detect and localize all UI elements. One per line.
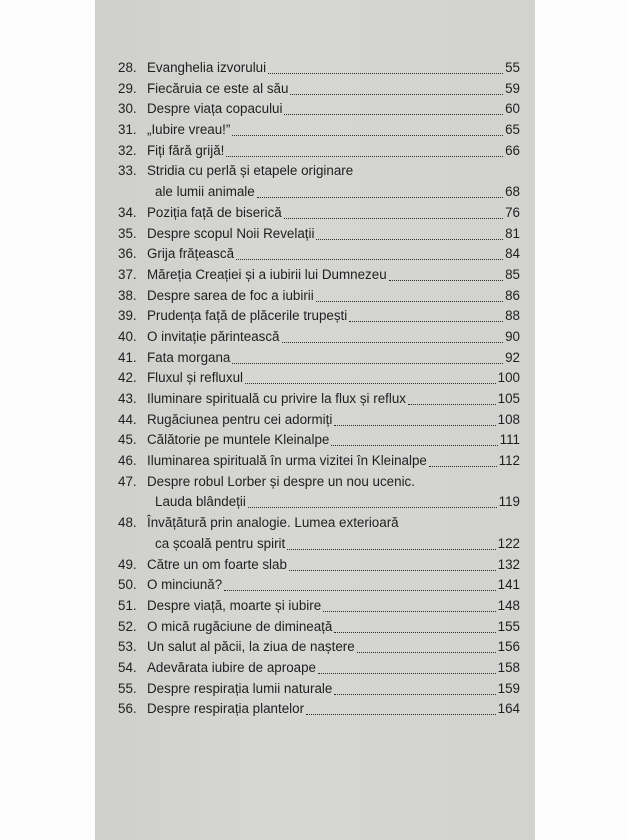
toc-entry-line [118,430,520,451]
toc-entry-number: 40. [118,328,137,344]
toc-entry-title: Un salut al păcii, la ziua de naștere [147,639,355,655]
dot-leader [224,578,495,591]
toc-entry [118,699,520,720]
toc-entry [118,555,520,576]
toc-entry [118,410,520,431]
toc-entry-number: 36. [118,246,137,262]
toc-entry [118,306,520,327]
toc-entry-title: Fata morgana [147,349,231,365]
toc-entry [118,327,520,348]
dot-leader [257,185,503,198]
toc-entry-number: 41. [118,349,137,365]
dot-leader [284,206,503,219]
toc-entry-page-number: 141 [497,577,520,593]
toc-entry-page-number: 65 [505,122,520,138]
toc-entry-title: Despre viață, moarte și iubire [147,597,322,613]
toc-entry-title: „Iubire vreau!” [147,122,231,138]
toc-entry-number: 34. [118,204,137,220]
table-of-contents [118,58,520,720]
toc-entry [118,389,520,410]
dot-leader [236,247,503,260]
toc-entry-title: Despre robul Lorber și despre un nou ucenic. [147,473,415,489]
toc-entry-title: Fiecăruia ce este al său [147,80,289,96]
toc-entry-page-number: 88 [505,308,520,324]
toc-entry [118,244,520,265]
toc-entry-title: Despre viața copacului [147,101,283,117]
toc-entry-page-number: 86 [505,287,520,303]
toc-entry-line [118,575,520,596]
toc-entry-page-number: 158 [497,659,520,675]
toc-entry-line [118,658,520,679]
toc-entry-line [118,161,520,182]
toc-entry-line [118,286,520,307]
toc-entry-page-number: 159 [497,680,520,696]
toc-entry-page-number: 92 [505,349,520,365]
toc-entry-page-number: 148 [497,597,520,613]
toc-entry-number: 51. [118,597,137,613]
toc-entry-line [118,617,520,638]
toc-entry-title: Poziția față de biserică [147,204,282,220]
toc-entry [118,141,520,162]
book-page [95,0,535,840]
toc-entry-page-number: 76 [505,204,520,220]
toc-entry [118,637,520,658]
toc-entry-number: 33. [118,163,137,179]
toc-entry-title: Adevărata iubire de aproape [147,659,316,675]
toc-entry-title: Stridia cu perlă și etapele originare [147,163,354,179]
toc-entry-page-number: 90 [505,328,520,344]
toc-entry-title: Iluminare spirituală cu privire la flux și reflux [147,391,406,406]
toc-entry-line [118,306,520,327]
toc-entry [118,99,520,120]
toc-entry-number: 53. [118,639,137,655]
toc-entry [118,265,520,286]
toc-entry-title: Rugăciunea pentru cei adormiți [147,411,333,427]
toc-entry-title: Lauda blândeții [155,494,246,510]
toc-entry-line [118,637,520,658]
toc-entry-line [118,182,520,203]
toc-entry-page-number: 156 [497,639,520,655]
toc-entry-number: 55. [118,680,137,696]
toc-entry-number: 47. [118,473,137,489]
toc-entry-page-number: 122 [497,535,520,551]
toc-entry-page-number: 68 [505,184,520,200]
toc-entry-line [118,265,520,286]
toc-entry-line [118,224,520,245]
toc-entry-line [118,451,520,472]
toc-entry-title: Fiți fără grijă! [147,142,225,158]
toc-entry-title: Fluxul și refluxul [147,370,243,386]
toc-entry-number: 52. [118,618,137,634]
dot-leader [323,599,496,612]
toc-entry [118,575,520,596]
toc-entry-page-number: 66 [505,142,520,158]
dot-leader [349,309,503,322]
toc-entry-number: 39. [118,308,137,324]
toc-entry-number: 43. [118,391,137,406]
toc-entry-line [118,513,520,534]
toc-entry-line [118,699,520,720]
dot-leader [389,268,503,281]
toc-entry-line [118,79,520,100]
dot-leader [289,558,496,571]
dot-leader [306,702,496,715]
toc-entry-page-number: 112 [498,453,520,469]
dot-leader [318,661,496,674]
toc-entry-number: 56. [118,701,137,717]
toc-entry-page-number: 164 [497,701,520,717]
dot-leader [282,330,504,343]
toc-entry-line [118,120,520,141]
toc-entry-page-number: 119 [498,494,520,510]
toc-entry-title: O mică rugăciune de dimineață [147,618,333,634]
toc-entry-page-number: 85 [505,266,520,282]
toc-entry-title: Iluminarea spirituală în urma vizitei în Kleinalpe [147,453,427,469]
toc-entry-page-number: 108 [497,411,520,427]
dot-leader [268,61,503,74]
toc-entry-line [118,555,520,576]
toc-entry-number: 35. [118,225,137,241]
toc-entry-title: ale lumii animale [155,184,255,200]
toc-entry-title: Despre respirația plantelor [147,701,305,717]
toc-entry-number: 50. [118,577,137,593]
toc-entry-title: ca școală pentru spirit [155,535,286,551]
toc-entry-line [118,327,520,348]
dot-leader [232,123,503,136]
toc-entry-number: 54. [118,659,137,675]
toc-entry-page-number: 111 [499,432,520,448]
toc-entry-title: Despre sarea de foc a iubirii [147,287,314,303]
toc-entry-number: 44. [118,411,137,427]
toc-entry-number: 30. [118,101,137,117]
dot-leader [245,371,496,384]
toc-entry-line [118,99,520,120]
toc-entry [118,679,520,700]
toc-entry-number: 37. [118,266,137,282]
toc-entry-page-number: 59 [505,80,520,96]
dot-leader [357,640,496,653]
toc-entry-title: Către un om foarte slab [147,556,287,572]
toc-entry-title: Despre scopul Noii Revelații [147,225,315,241]
toc-entry-page-number: 105 [497,391,520,406]
dot-leader [334,682,495,695]
dot-leader [334,413,495,426]
toc-entry-number: 28. [118,60,137,75]
toc-entry-number: 32. [118,142,137,158]
toc-entry-line [118,348,520,369]
toc-entry [118,617,520,638]
toc-entry [118,203,520,224]
toc-entry-title: Învățătură prin analogie. Lumea exterioară [147,515,399,531]
toc-entry-number: 31. [118,122,137,138]
toc-entry-line [118,472,520,493]
toc-entry-number: 42. [118,370,137,386]
dot-leader [232,351,503,364]
toc-entry-title: O invitație părintească [147,328,280,344]
toc-entry-line [118,244,520,265]
toc-entry-number: 49. [118,556,137,572]
dot-leader [290,82,503,95]
toc-entry-number: 46. [118,453,137,469]
toc-entry-line [118,58,520,79]
toc-entry-page-number: 100 [497,370,520,386]
toc-entry-number: 29. [118,80,137,96]
toc-entry-number: 48. [118,515,137,531]
toc-entry-line [118,368,520,389]
toc-entry [118,430,520,451]
toc-entry-line [118,534,520,555]
toc-entry-title: Măreția Creației și a iubirii lui Dumnezeu [147,266,387,282]
toc-entry-title: Călătorie pe muntele Kleinalpe [147,432,330,448]
dot-leader [408,392,496,405]
dot-leader [331,433,497,446]
toc-entry [118,472,520,513]
toc-entry-line [118,203,520,224]
toc-entry [118,348,520,369]
toc-entry-page-number: 81 [505,225,520,241]
toc-entry-number: 38. [118,287,137,303]
toc-entry-line [118,596,520,617]
toc-entry-line [118,141,520,162]
toc-entry-line [118,492,520,513]
toc-entry-title: O minciună? [147,577,223,593]
toc-entry-title: Evanghelia izvorului [147,60,267,75]
toc-entry-title: Grija frățească [147,246,235,262]
dot-leader [316,227,503,240]
dot-leader [287,537,495,550]
dot-leader [334,620,495,633]
toc-entry [118,513,520,554]
toc-entry-page-number: 55 [505,60,520,75]
toc-entry-line [118,679,520,700]
toc-entry [118,368,520,389]
dot-leader [429,454,497,467]
toc-entry [118,658,520,679]
dot-leader [248,495,497,508]
toc-entry-number: 45. [118,432,137,448]
dot-leader [316,289,503,302]
toc-entry-page-number: 132 [497,556,520,572]
dot-leader [226,144,503,157]
toc-entry [118,79,520,100]
toc-entry [118,596,520,617]
toc-entry [118,286,520,307]
toc-entry-title: Prudența față de plăcerile trupești [147,308,348,324]
toc-entry-page-number: 60 [505,101,520,117]
toc-entry [118,120,520,141]
toc-entry-line [118,410,520,431]
toc-entry [118,161,520,202]
toc-entry-page-number: 84 [505,246,520,262]
dot-leader [284,102,503,115]
toc-entry-line [118,389,520,410]
toc-entry [118,224,520,245]
toc-entry-title: Despre respirația lumii naturale [147,680,333,696]
toc-entry-page-number: 155 [497,618,520,634]
toc-entry [118,58,520,79]
toc-entry [118,451,520,472]
